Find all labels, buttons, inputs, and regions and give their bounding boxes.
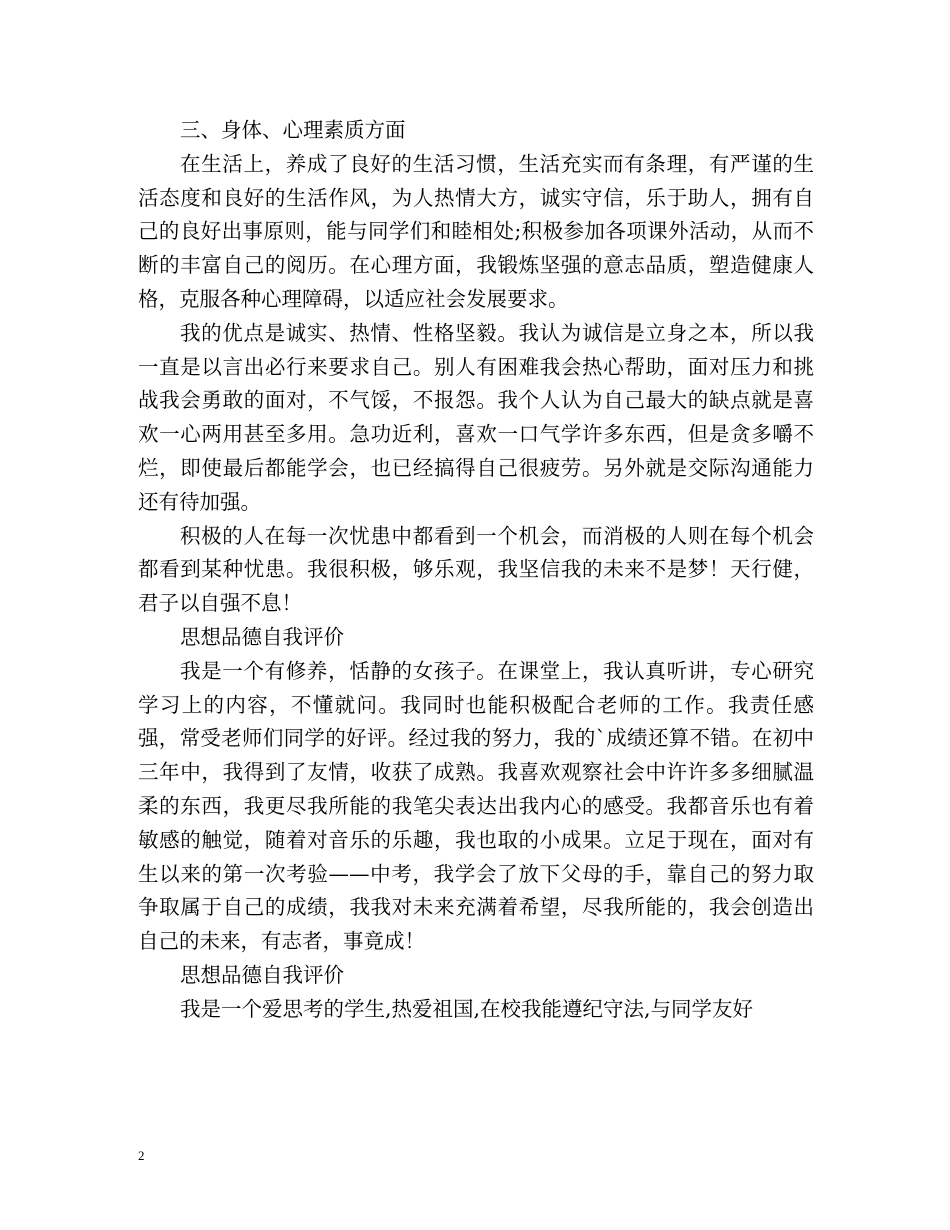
document-body — [138, 114, 814, 1027]
paragraph-strengths-weaknesses: 我的优点是诚实、热情、性格坚毅。我认为诚信是立身之本，所以我一直是以言出必行来要求自己。别人有困难我会热心帮助，面对压力和挑战我会勇敢的面对，不气馁，不报怨。我个人认为自己最大的缺点就是喜欢一心两用甚至多用。急功近利，喜欢一口气学许多东西，但是贪多嚼不烂，即使最后都能学会，也已经搞得自己很疲劳。另外就是交际沟通能力还有待加强。 — [138, 320, 814, 514]
section-heading-physical-mental: 三、身体、心理素质方面 — [180, 118, 406, 142]
section-heading-moral-evaluation-1: 思想品德自我评价 — [180, 624, 344, 649]
paragraph-moral-evaluation-2: 我是一个爱思考的学生,热爱祖国,在校我能遵纪守法,与同学友好 — [180, 996, 754, 1021]
page-number: 2 — [138, 1148, 145, 1163]
section-heading-moral-evaluation-2: 思想品德自我评价 — [180, 962, 344, 987]
paragraph-optimism: 积极的人在每一次忧患中都看到一个机会，而消极的人则在每个机会都看到某种忧患。我很积极，够乐观，我坚信我的未来不是梦！天行健，君子以自强不息！ — [138, 523, 814, 616]
paragraph-life-habits: 在生活上，养成了良好的生活习惯，生活充实而有条理，有严谨的生活态度和良好的生活作风，为人热情大方，诚实守信，乐于助人，拥有自己的良好出事原则，能与同学们和睦相处;积极参加各项课外活动，从而不断的丰富自己的阅历。在心理方面，我锻炼坚强的意志品质，塑造健康人格，克服各种心理障碍，以适应社会发展要求。 — [138, 151, 814, 311]
paragraph-moral-evaluation-1: 我是一个有修养，恬静的女孩子。在课堂上，我认真听讲，专心研究学习上的内容，不懂就问。我同时也能积极配合老师的工作。我责任感强，常受老师们同学的好评。经过我的努力，我的`成绩还算不错。在初中三年中，我得到了友情，收获了成熟。我喜欢观察社会中许许多多细腻温柔的东西，我更尽我所能的我笔尖表达出我内心的感受。我都音乐也有着敏感的触觉，随着对音乐的乐趣，我也取的小成果。立足于现在，面对有生以来的第一次考验——中考，我学会了放下父母的手，靠自己的努力取争取属于自己的成绩，我我对未来充满着希望，尽我所能的，我会创造出自己的未来，有志者，事竟成！ — [138, 658, 814, 954]
